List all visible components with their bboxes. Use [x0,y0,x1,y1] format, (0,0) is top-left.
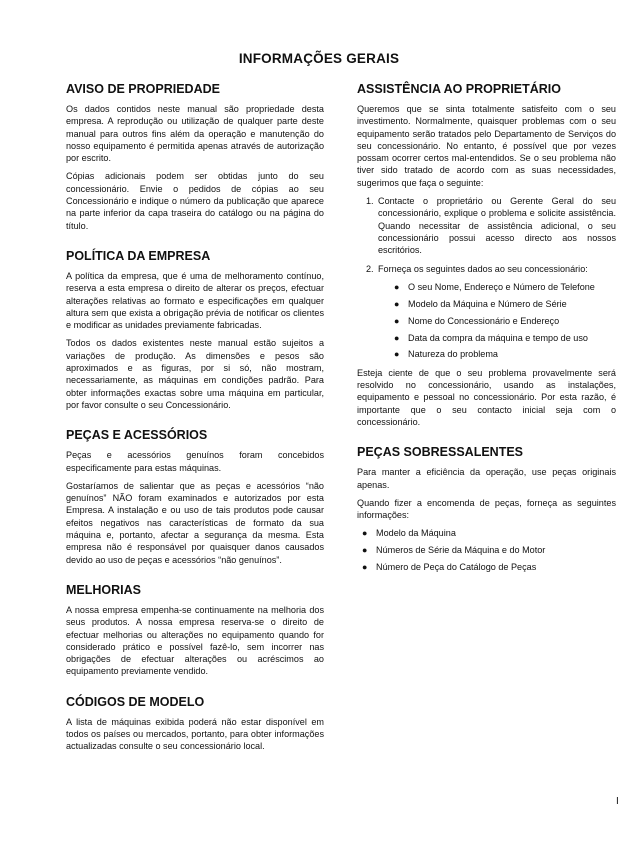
section-heading: CÓDIGOS DE MODELO [66,694,205,709]
section-assistencia-ao-proprietario [357,82,616,428]
numbered-list [357,195,616,361]
paragraph: Esteja ciente de que o seu problema provavelmente será resolvido no concessionário, usando as instalações, equipamento e pessoal no concessionário. Por esta razão, é importante que o seu contacto inicial seja com o concessionário. [357,367,616,427]
paragraph: Peças e acessórios genuínos foram concebidos especificamente para estas máquinas. [66,450,324,473]
paragraph: Queremos que se sinta totalmente satisfeito com o seu investimento. Normalmente, quaisquer problemas com o seu equipamento serão tratados pelo Departamento de Serviços do seu concessionário. No entanto, é possível que por vezes possam ocorrer certos mal-entendidos. Se o seu problema não tiver sido tratado de acordo com as suas necessidades, sugerimos que faça o seguinte: [357,104,616,188]
bullet-item: ● Natureza do problema [406,348,616,360]
bullet-item: ● Data da compra da máquina e tempo de uso [406,332,616,344]
section-politica-da-empresa [66,249,324,411]
paragraph: Para manter a eficiência da operação, use peças originais apenas. [357,467,616,490]
section-aviso-de-propriedade [66,82,324,232]
right-column [357,82,616,590]
paragraph: Os dados contidos neste manual são propriedade desta empresa. A reprodução ou utilização de qualquer parte deste manual para outros fins além da operação e manutenção do nosso equipamento é permitida apenas através de autorização por escrito. [66,104,324,164]
paragraph: A nossa empresa empenha-se continuamente na melhoria dos seus produtos. A nossa empresa reserva-se o direito de efectuar melhorias ou alterações no equipamento quando for considerado prático e possível fazê-lo, sem incorrer nas obrigações de efectuar alterações ou acréscimos ao equipamento previamente vendido. [66,604,324,677]
section-pecas-e-acessorios [66,428,324,566]
numbered-item [366,263,616,361]
section-codigos-de-modelo [66,695,324,753]
section-heading: ASSISTÊNCIA AO PROPRIETÁRIO [357,82,561,96]
paragraph: A política da empresa, que é uma de melhoramento contínuo, reserva a esta empresa o direito de alterar os preços, efectuar alterações relativas ao formato e especificações em qualquer altura sem que exista a obrigação prévia de notificar os clientes e modificar as unidades previamente fabricadas. [66,270,324,331]
numbered-item [366,195,616,256]
bullet-list [397,281,616,361]
bullet-item: ● Número de Peça do Catálogo de Peças [362,561,616,573]
bullet-list [362,527,616,573]
section-heading: MELHORIAS [66,582,141,597]
bullet-item: ● Nome do Concessionário e Endereço [406,315,616,327]
section-pecas-sobressalentes [357,445,616,573]
bullet-item: ● Números de Série da Máquina e do Motor [362,544,616,556]
item-number: 2. [366,263,374,274]
item-number: 1. [366,196,374,207]
paragraph: Gostaríamos de salientar que as peças e acessórios “não genuínos” NÃO foram examinados e autorizados por esta Empresa. A instalação e ou uso de tais produtos pode causar efeitos negativos nas características de formato da sua máquina e, portanto, afectar a segurança da mesma. Esta empresa não é responsável por quaisquer danos causados devido ao uso de peças e acessórios “não genuínos”. [66,480,324,565]
paragraph: Todos os dados existentes neste manual estão sujeitos a variações de produção. As dimensões e pesos são aproximados e as figuras, por si só, não mostram, necessariamente, as máquinas em condições padrão. Para obter informações exactas sobre uma máquina em particular, por favor consulte o seu Concessionário. [66,338,324,410]
section-heading: POLÍTICA DA EMPRESA [66,248,211,263]
left-column [66,82,324,770]
bullet-item: ● O seu Nome, Endereço e Número de Telefone [406,281,616,293]
page-title: INFORMAÇÕES GERAIS [238,51,400,66]
paragraph: Cópias adicionais podem ser obtidas junto do seu concessionário. Envie o pedidos de cópias ao seu Concessionário e indique o número da publicação que aparece na parte inferior da capa traseira do catálogo ou na página do título. [66,171,324,231]
item-text: Forneça os seguintes dados ao seu concessionário: [378,263,588,274]
page-number: I [616,796,619,807]
section-heading: PEÇAS SOBRESSALENTES [357,445,524,460]
paragraph: Quando fizer a encomenda de peças, forneça as seguintes informações: [357,497,616,521]
paragraph: A lista de máquinas exibida poderá não estar disponível em todos os países ou mercados, portanto, para obter informações actualizadas consulte o seu concessionário local. [66,716,324,752]
bullet-item: ● Modelo da Máquina [362,527,616,539]
bullet-item: ● Modelo da Máquina e Número de Série [406,298,616,310]
section-heading: AVISO DE PROPRIEDADE [66,82,220,96]
section-melhorias [66,583,324,678]
section-heading: PEÇAS E ACESSÓRIOS [66,428,208,443]
item-text: Contacte o proprietário ou Gerente Geral do seu concessionário, explique o problema e solicite assistência. Quando necessitar de assistência adicional, o seu concessionário possui acesso directo aos nossos escritórios. [378,196,616,256]
